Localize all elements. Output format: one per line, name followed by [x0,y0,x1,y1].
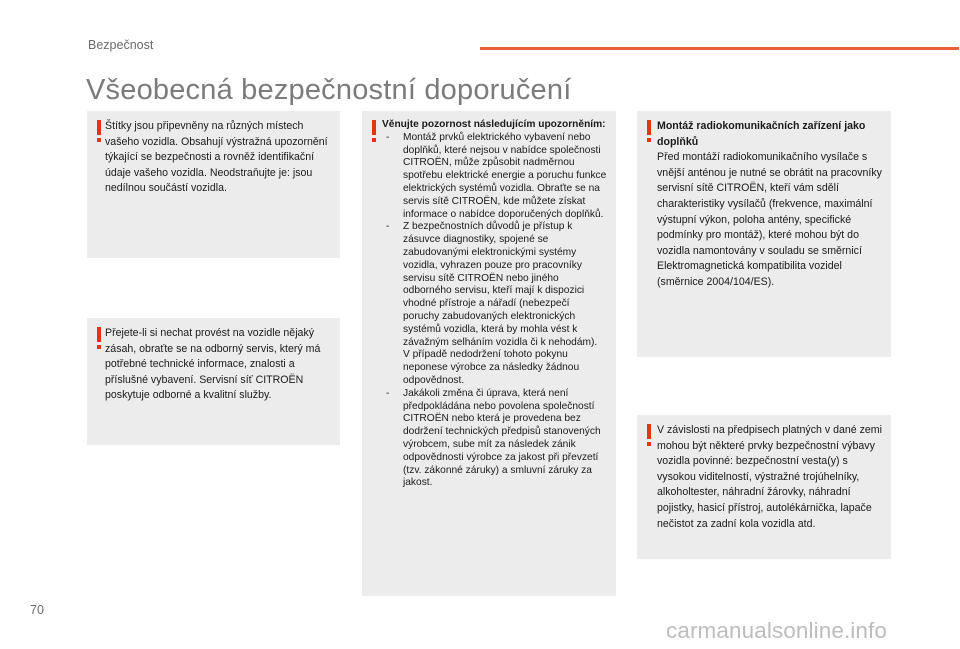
warning-content [657,119,883,291]
exclamation-mark-icon [97,120,101,142]
exclamation-mark-icon [97,327,101,349]
list-item-text: Jakákoli změna či úprava, která není předpokládána nebo povolena společností CITROËN nebo která je provedena bez dodržení technických předpisů stanovených výrobcem, sube mít za následek zánik odpovědnosti výrobce za jakost při převzetí (tzv. zákonné záruky) a smluvní záruky za jakost. [403,387,601,489]
warning-box-attention [362,111,616,596]
list-item [382,132,608,222]
list-item-note: V případě nedodržení tohoto pokynu neponese výrobce za následky žádnou odpovědnost. [403,349,580,386]
warning-text: Před montáží radiokomunikačního vysílače s vnější anténou je nutné se obrátit na pracovníky servisní sítě CITROËN, kteří vám sdělí charakteristiky vysílačů (frekvence, maximální výstupní výkon, poloha antény, specifické podmínky pro montáž), které mohou být do vozidla namontovány v souladu se směrnicí Elektromagnetická kompatibilita vozidel (směrnice 2004/104/ES). [657,151,882,288]
list-item-text: Montáž prvků elektrického vybavení nebo doplňků, které nejsou v nabídce společnosti CITROËN, může způsobit nadměrnou spotřebu elektrické energie a poruchu funkce elektrických systémů vozidla. Obraťte se na servis sítě CITROËN, kde můžete získat informace o nabídce doporučených doplňků. [403,131,607,220]
list-item-text: Z bezpečnostních důvodů je přístup k zásuvce diagnostiky, spojené se zabudovanými elektronickými systémy vozidla, vyhrazen pouze pro pracovníky servisu sítě CITROËN nebo jiného odborného servisu, kteří mají k dispozici vhodné přístroje a nářadí (nebezpečí poruchy zabudovaných elektronických systémů vozidla, která by mohla vést k závažným selháním vozidla či k nehodám). [403,221,598,348]
warning-text: Přejete-li si nechat provést na vozidle nějaký zásah, obraťte se na odborný servis, který má potřebné technické informace, znalosti a příslušné vybavení. Servisní síť CITROËN poskytuje odborné a kvalitní služby. [105,327,321,402]
list-dash: - [386,221,390,233]
list-dash: - [386,131,390,143]
exclamation-mark-icon [647,120,651,142]
list-dash: - [386,387,390,399]
warning-heading: Montáž radiokomunikačních zařízení jako doplňků [657,120,866,148]
warning-box-equipment [637,415,891,559]
warning-text: V závislosti na předpisech platných v dané zemi mohou být některé prvky bezpečnostní výbavy vozidla povinné: bezpečnostní vesta(y) s vysokou viditelností, výstražné trojúhelníky, alkoholtester, náhradní žárovky, náhradní pojistky, hasicí přístroj, autolékárnička, lapače nečistot za zadní kola vozidla atd. [657,424,882,530]
exclamation-mark-icon [372,120,376,142]
list-item [382,221,608,349]
warning-box-radio [637,111,891,357]
page-number: 70 [30,603,44,617]
warning-box-labels [87,111,340,258]
watermark: carmanualsonline.info [666,618,887,643]
section-label: Bezpečnost [88,38,154,52]
warning-text: Štítky jsou připevněny na různých místech vašeho vozidla. Obsahují výstražná upozornění týkající se bezpečnosti a rovněž identifikační údaje vašeho vozidla. Neodstraňujte je: jsou nedílnou součástí vozidla. [105,120,328,195]
page-title: Všeobecná bezpečnostní doporučení [86,74,572,106]
warning-content [382,119,608,490]
warning-heading: Věnujte pozornost následujícím upozorněním: [382,119,606,130]
header-accent-bar [480,47,959,50]
list-item [382,388,608,490]
exclamation-mark-icon [647,424,651,446]
warning-box-service [87,318,340,445]
